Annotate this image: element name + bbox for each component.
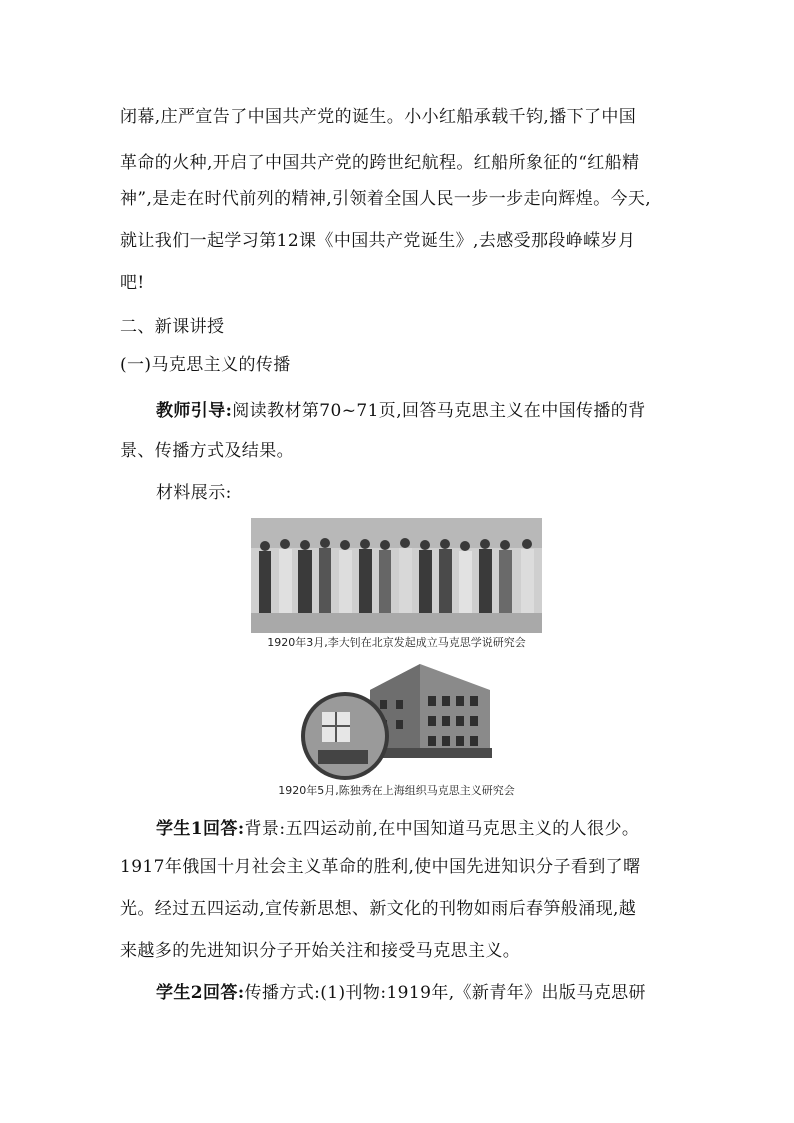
teacher-guidance-line-2: 景、传播方式及结果。 [120, 441, 294, 461]
photo-caption-1: 1920年3月,李大钊在北京发起成立马克思学说研究会 [267, 636, 526, 649]
intro-line-2: 革命的火种,开启了中国共产党的跨世纪航程。红船所象征的“红船精 [120, 153, 640, 173]
student2-label: 学生2回答: [156, 983, 245, 1003]
student1-line-3: 光。经过五四运动,宣传新思想、新文化的刊物如雨后春笋般涌现,越 [120, 899, 637, 919]
student1-text-1: 背景:五四运动前,在中国知道马克思主义的人很少。 [244, 819, 640, 839]
group-photo-image [251, 518, 542, 633]
student1-line-4: 来越多的先进知识分子开始关注和接受马克思主义。 [120, 941, 521, 961]
student1-label: 学生1回答: [156, 819, 245, 839]
photo-caption-2: 1920年5月,陈独秀在上海组织马克思主义研究会 [278, 784, 515, 797]
student2-text-1: 传播方式:(1)刊物:1919年,《新青年》出版马克思研 [244, 983, 646, 1003]
intro-line-4: 就让我们一起学习第12课《中国共产党诞生》,去感受那段峥嵘岁月 [120, 231, 636, 251]
teacher-label: 教师引导: [156, 401, 233, 421]
student2-line-1 [156, 982, 736, 1004]
teacher-text-1: 阅读教材第70~71页,回答马克思主义在中国传播的背 [232, 401, 646, 421]
intro-line-1: 闭幕,庄严宣告了中国共产党的诞生。小小红船承载千钧,播下了中国 [120, 107, 637, 127]
section-heading: 二、新课讲授 [120, 317, 225, 337]
intro-line-5: 吧! [120, 273, 145, 293]
student1-line-2: 1917年俄国十月社会主义革命的胜利,使中国先进知识分子看到了曙 [120, 857, 641, 877]
subsection-heading: (一)马克思主义的传播 [120, 355, 291, 375]
intro-line-3: 神”,是走在时代前列的精神,引领着全国人民一步一步走向辉煌。今天, [120, 189, 652, 209]
teacher-guidance-line-1 [156, 400, 736, 422]
building-photo [300, 660, 492, 782]
building-photo-image [300, 660, 492, 782]
material-label: 材料展示: [156, 483, 232, 503]
student1-line-1 [156, 818, 736, 840]
group-photo [251, 518, 542, 633]
